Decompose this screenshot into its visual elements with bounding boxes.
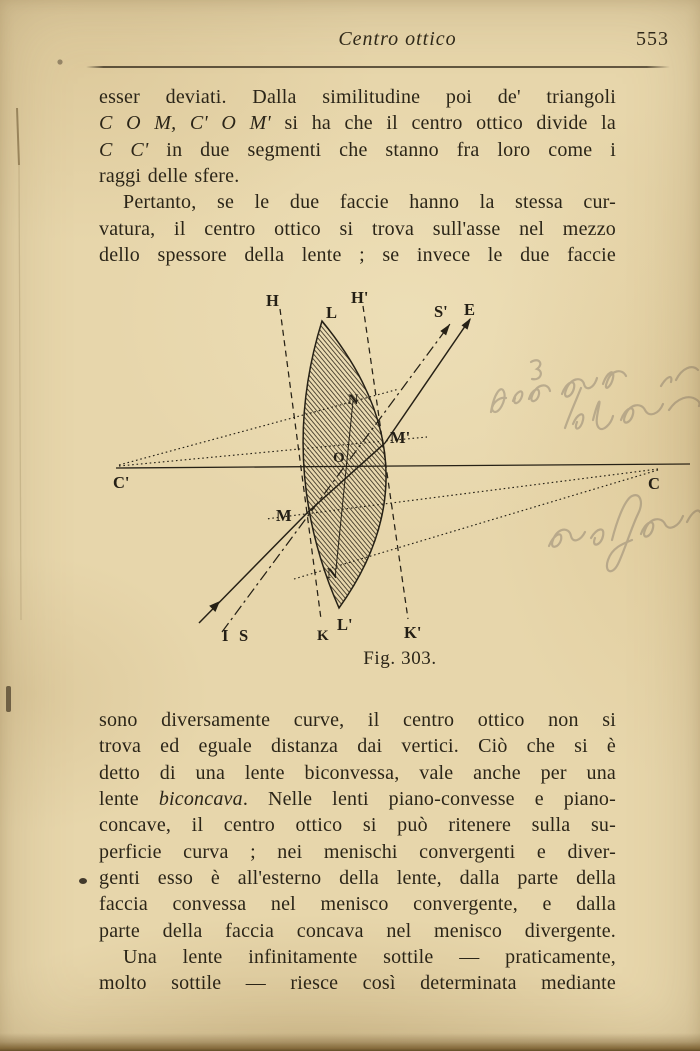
- text-line: parte della faccia concava nel menisco divergente.: [99, 919, 616, 942]
- label-N-lower: N: [327, 566, 338, 582]
- paper-speck: [57, 59, 62, 64]
- label-N-upper: N: [348, 392, 359, 408]
- text-line: Una lente infinitamente sottile — praticamente,: [123, 945, 616, 968]
- text-line: detto di una lente biconvessa, vale anche per una: [99, 761, 616, 784]
- label-C-prime: C': [113, 473, 130, 492]
- label-K-prime: K': [404, 623, 422, 642]
- ray-emergent: [385, 319, 470, 443]
- text-line: C C' in due segmenti che stanno fra loro come i: [99, 138, 616, 161]
- text-line: perficie curva ; nei menischi convergenti e diver-: [99, 840, 616, 863]
- arrowhead-central-ray: [440, 324, 450, 335]
- edge-mark: [6, 686, 11, 712]
- text-line: dello spessore della lente ; se invece le due faccie: [99, 243, 616, 266]
- label-H-prime: H': [351, 288, 369, 307]
- page-number: 553: [636, 28, 669, 50]
- ink-blot: [79, 878, 87, 884]
- label-M-prime: M': [390, 428, 411, 447]
- label-S-prime: S': [434, 302, 448, 321]
- paper-blemishes: [6, 59, 87, 884]
- pencil-annotation-lower: [549, 495, 700, 571]
- text-line: vatura, il centro ottico si trova sull'asse nel mezzo: [99, 217, 616, 240]
- label-K: K: [317, 628, 329, 644]
- label-L: L: [326, 303, 338, 322]
- text-line: lente biconcava. Nelle lenti piano-convesse e piano-: [99, 787, 616, 810]
- pencil-annotation-upper: [491, 360, 700, 429]
- text-line: Pertanto, se le due faccie hanno la stessa cur-: [123, 191, 616, 214]
- label-M: M: [276, 506, 292, 525]
- text-line: sono diversamente curve, il centro ottico non si: [99, 709, 616, 731]
- page-crease: [19, 165, 21, 620]
- text-line: molto sottile — riesce così determinata mediante: [99, 972, 616, 995]
- text-line: concave, il centro ottico si può ritenere sulla su-: [99, 814, 616, 837]
- page-crease: [17, 108, 19, 165]
- text-line: trova ed eguale distanza dai vertici. Ciò che si è: [99, 735, 616, 758]
- text-line: esser deviati. Dalla similitudine poi de' triangoli: [99, 86, 616, 108]
- bottom-edge-shadow: [0, 1033, 700, 1051]
- text-line: genti esso è all'esterno della lente, dalla parte della: [99, 866, 616, 889]
- body-text-bottom: [99, 707, 616, 997]
- optical-axis: [116, 464, 690, 468]
- label-I: I: [222, 626, 229, 645]
- label-L-prime: L': [337, 615, 353, 634]
- text-line: C O M, C' O M' si ha che il centro ottico divide la: [99, 112, 616, 135]
- label-C: C: [648, 474, 660, 493]
- text-line: faccia convessa nel menisco convergente, e dalla: [99, 893, 616, 916]
- body-text-top: [99, 84, 616, 268]
- text-line: raggi delle sfere.: [99, 164, 240, 187]
- label-O: O: [333, 450, 345, 466]
- figure-caption: Fig. 303.: [363, 648, 437, 669]
- arrowhead-ray-top: [462, 318, 472, 330]
- label-E: E: [464, 300, 476, 319]
- running-header-title: Centro ottico: [338, 28, 457, 50]
- label-H: H: [266, 291, 279, 310]
- label-S: S: [239, 626, 249, 645]
